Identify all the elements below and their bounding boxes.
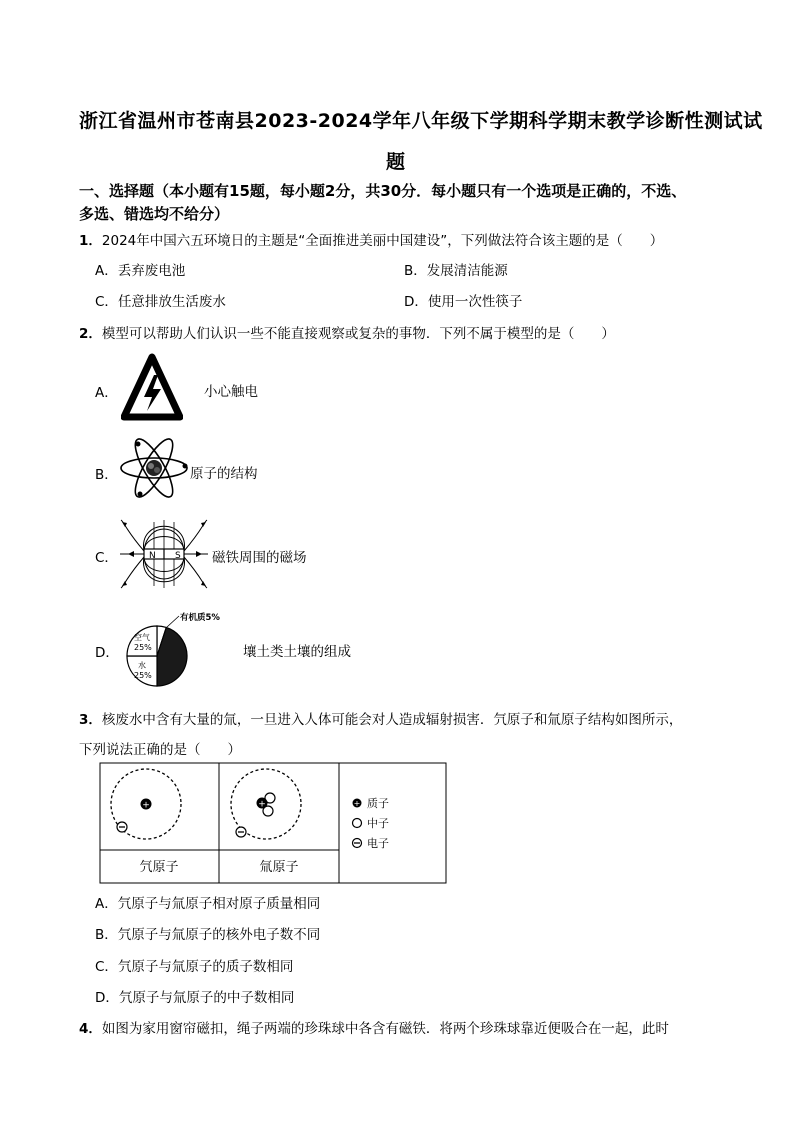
question-stem: 如图为家用窗帘磁扣，绳子两端的珍珠球中各含有磁铁．将两个珍珠球靠近便吸合在一起，此时 [101, 1021, 669, 1037]
q2-option-c-letter[interactable]: C． [95, 550, 118, 566]
svg-text:+: + [353, 799, 361, 808]
q3-option-a[interactable]: A．氕原子与氚原子相对原子质量相同 [95, 896, 321, 912]
question-3-stem-line2: 下列说法正确的是（ ） [79, 742, 241, 758]
q2-option-a-letter[interactable]: A． [95, 385, 118, 401]
pie-water-label: 水 [138, 661, 146, 670]
q3-option-d[interactable]: D．氕原子与氚原子的中子数相同 [95, 990, 295, 1006]
section-heading-line2: 多选、错选均不给分） [79, 205, 230, 223]
pie-air-label: 空气 [134, 633, 150, 642]
legend-neutron-label: 中子 [367, 817, 389, 830]
magnetic-field-icon [118, 518, 210, 590]
soil-composition-pie-chart [124, 610, 234, 690]
q1-option-d[interactable]: D．使用一次性筷子 [404, 294, 523, 310]
q2-option-b-letter[interactable]: B． [95, 467, 118, 483]
legend-electron [353, 836, 390, 850]
q2-option-d-letter[interactable]: D． [95, 645, 119, 661]
atom-structure-table [99, 762, 449, 886]
legend-proton-label: 质子 [367, 797, 389, 810]
protium-atom-diagram [111, 769, 181, 839]
pie-air-pct: 25% [134, 643, 152, 652]
question-stem: 模型可以帮助人们认识一些不能直接观察或复杂的事物．下列不属于模型的是（ ） [101, 326, 615, 342]
question-number: 2． [79, 326, 102, 342]
svg-text:+: + [258, 799, 266, 810]
q2-option-d-label: 壤土类土壤的组成 [243, 644, 351, 660]
q2-option-c-label: 磁铁周围的磁场 [212, 550, 307, 566]
q1-option-b[interactable]: B．发展清洁能源 [404, 263, 508, 279]
legend-proton [353, 796, 390, 810]
pie-water-pct: 25% [134, 671, 152, 680]
q3-option-c[interactable]: C．氕原子与氚原子的质子数相同 [95, 959, 294, 975]
atom-structure-icon [118, 436, 190, 500]
legend-electron-label: 电子 [367, 837, 389, 850]
question-number: 4． [79, 1021, 102, 1037]
page-title-line2: 题 [386, 151, 406, 173]
tritium-atom-diagram [231, 769, 301, 839]
question-number: 3． [79, 712, 102, 728]
svg-text:+: + [142, 800, 150, 811]
question-stem: 2024年中国六五环境日的主题是“全面推进美丽中国建设”，下列做法符合该主题的是（ ） [101, 233, 664, 249]
page-title-line1: 浙江省温州市苍南县2023-2024学年八年级下学期科学期末教学诊断性测试试 [79, 110, 763, 132]
protium-label: 氕原子 [139, 860, 179, 875]
tritium-label: 氚原子 [259, 860, 299, 875]
question-number: 1． [79, 233, 102, 249]
magnet-s-label: S [175, 551, 181, 561]
question-1 [79, 229, 663, 249]
q1-option-a[interactable]: A．丢弃废电池 [95, 263, 186, 279]
section-heading-line1: 一、选择题（本小题有15题，每小题2分，共30分．每小题只有一个选项是正确的，不选、 [79, 182, 687, 200]
q3-option-b[interactable]: B．氕原子与氚原子的核外电子数不同 [95, 927, 321, 943]
question-stem-line1: 核废水中含有大量的氚，一旦进入人体可能会对人造成辐射损害．氕原子和氚原子结构如图所示， [101, 712, 683, 728]
q1-option-c[interactable]: C．任意排放生活废水 [95, 294, 226, 310]
q2-option-a-label: 小心触电 [204, 384, 258, 400]
question-2 [79, 322, 615, 342]
magnet-n-label: N [149, 551, 156, 561]
high-voltage-warning-icon [121, 353, 183, 423]
pie-organic-label: 有机质5% [180, 613, 220, 623]
question-3 [79, 708, 682, 728]
q2-option-b-label: 原子的结构 [190, 466, 258, 482]
question-4 [79, 1017, 669, 1037]
legend-neutron [353, 816, 390, 830]
